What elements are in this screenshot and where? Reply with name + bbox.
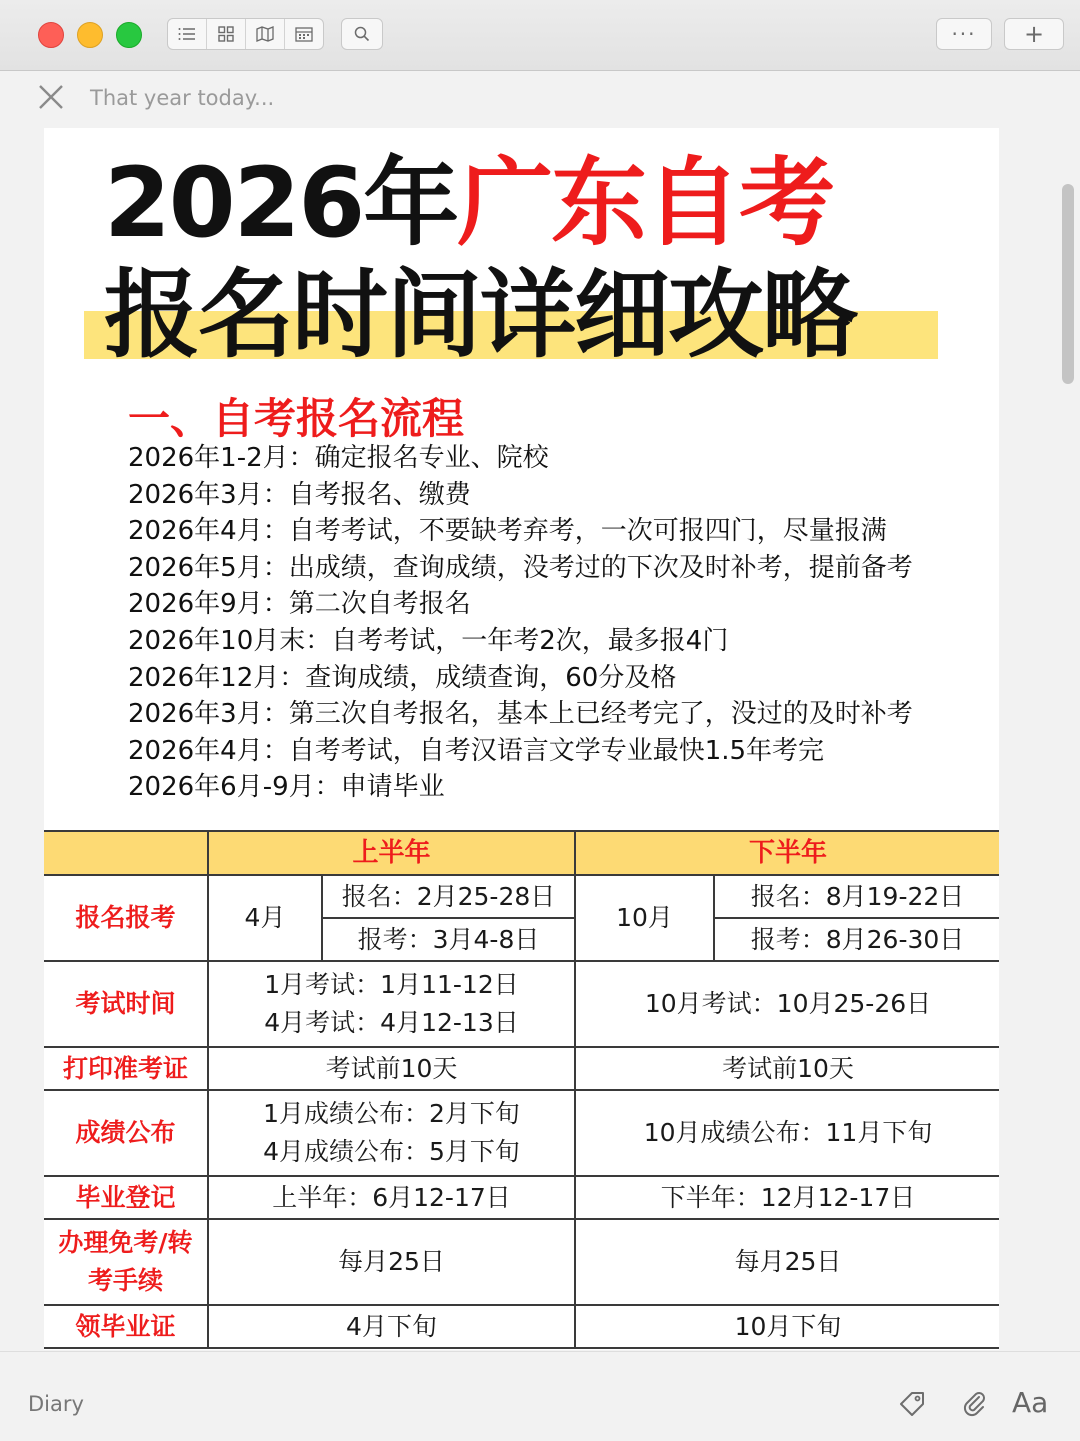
- list-view-icon[interactable]: [168, 19, 207, 49]
- row-label-results: 成绩公布: [44, 1090, 208, 1176]
- title-highlight-text: 广东自考: [457, 147, 834, 259]
- row-label-exam-time: 考试时间: [44, 961, 208, 1047]
- table-row: [44, 1219, 999, 1305]
- table-row: [44, 875, 999, 918]
- close-icon[interactable]: [38, 84, 64, 115]
- table-row: [44, 961, 999, 1047]
- first-half-graduation: 上半年：6月12-17日: [208, 1176, 575, 1219]
- table-row: [44, 1090, 999, 1176]
- map-view-icon[interactable]: [246, 19, 285, 49]
- tag-icon[interactable]: [898, 1390, 926, 1422]
- timeline-list: [128, 440, 913, 806]
- more-options-button[interactable]: ···: [936, 18, 992, 50]
- text-format-button[interactable]: Aa: [1012, 1386, 1049, 1419]
- exemption-label-line: 办理免考/转: [58, 1228, 193, 1257]
- timeline-item: 2026年4月：自考考试，自考汉语言文学专业最快1.5年考完: [128, 735, 825, 766]
- search-button[interactable]: [341, 18, 383, 50]
- results-line: 1月成绩公布：2月下旬: [263, 1099, 520, 1128]
- exam-time-line: 4月考试：4月12-13日: [264, 1008, 519, 1037]
- zoom-window-button[interactable]: [116, 22, 142, 48]
- second-half-exam-time: 10月考试：10月25-26日: [575, 961, 999, 1047]
- timeline-item: 2026年10月末：自考考试，一年考2次，最多报4门: [128, 625, 729, 656]
- second-half-exemption: 每月25日: [575, 1219, 999, 1305]
- row-label-certificate: 领毕业证: [44, 1305, 208, 1348]
- calendar-view-icon[interactable]: [285, 19, 323, 49]
- first-half-exemption: 每月25日: [208, 1219, 575, 1305]
- close-window-button[interactable]: [38, 22, 64, 48]
- window-titlebar: [0, 0, 1080, 71]
- scrollbar-thumb[interactable]: [1062, 184, 1074, 384]
- results-line: 4月成绩公布：5月下旬: [263, 1137, 520, 1166]
- row-label-exemption: [44, 1219, 208, 1305]
- second-half-certificate: 10月下旬: [575, 1305, 999, 1348]
- timeline-item: 2026年1-2月：确定报名专业、院校: [128, 443, 549, 473]
- first-half-admission: 考试前10天: [208, 1047, 575, 1090]
- first-half-exam-time: [208, 961, 575, 1047]
- row-label-graduation: 毕业登记: [44, 1176, 208, 1219]
- second-half-graduation: 下半年：12月12-17日: [575, 1176, 999, 1219]
- attachment-icon[interactable]: [961, 1390, 989, 1422]
- grid-view-icon[interactable]: [207, 19, 246, 49]
- on-this-day-placeholder[interactable]: That year today...: [90, 86, 275, 110]
- table-row: [44, 1305, 999, 1348]
- title-year: 2026年: [104, 147, 458, 259]
- header-second-half: 下半年: [575, 831, 999, 875]
- first-half-results: [208, 1090, 575, 1176]
- minimize-window-button[interactable]: [77, 22, 103, 48]
- timeline-item: 2026年9月：第二次自考报名: [128, 589, 471, 620]
- row-label-register: 报名报考: [44, 875, 208, 961]
- section-heading: 一、自考报名流程: [128, 394, 465, 443]
- first-half-signup: 报名：2月25-28日: [322, 875, 575, 918]
- poster-title-line2: 报名时间详细攻略: [104, 259, 856, 371]
- search-icon: [354, 26, 370, 42]
- table-header-row: [44, 831, 999, 875]
- second-half-results: 10月成绩公布：11月下旬: [575, 1090, 999, 1176]
- timeline-item: 2026年6月-9月：申请毕业: [128, 772, 445, 803]
- timeline-item: 2026年3月：第三次自考报名，基本上已经考完了，没过的及时补考: [128, 699, 913, 730]
- journal-selector[interactable]: Diary: [28, 1392, 84, 1416]
- table-row: [44, 1176, 999, 1219]
- second-half-month: 10月: [575, 875, 714, 961]
- timeline-item: 2026年3月：自考报名、缴费: [128, 479, 471, 510]
- timeline-item: 2026年12月：查询成绩，成绩查询，60分及格: [128, 662, 677, 693]
- row-label-admission: 打印准考证: [44, 1047, 208, 1090]
- second-half-admission: 考试前10天: [575, 1047, 999, 1090]
- first-half-apply: 报考：3月4-8日: [322, 918, 575, 961]
- header-empty-cell: [44, 831, 208, 875]
- first-half-certificate: 4月下旬: [208, 1305, 575, 1348]
- header-first-half: 上半年: [208, 831, 575, 875]
- entry-image: [44, 128, 999, 1350]
- table-row: [44, 1047, 999, 1090]
- poster-title-line1: [104, 138, 833, 268]
- new-entry-button[interactable]: +: [1004, 18, 1064, 50]
- second-half-apply: 报考：8月26-30日: [714, 918, 999, 961]
- schedule-table: [44, 830, 999, 1349]
- timeline-item: 2026年4月：自考考试，不要缺考弃考，一次可报四门，尽量报满: [128, 516, 887, 547]
- exam-time-line: 1月考试：1月11-12日: [264, 970, 519, 999]
- second-half-signup: 报名：8月19-22日: [714, 875, 999, 918]
- view-switcher: [167, 18, 324, 50]
- first-half-month: 4月: [208, 875, 322, 961]
- timeline-item: 2026年5月：出成绩，查询成绩，没考过的下次及时补考，提前备考: [128, 552, 913, 583]
- exemption-label-line: 考手续: [87, 1266, 163, 1295]
